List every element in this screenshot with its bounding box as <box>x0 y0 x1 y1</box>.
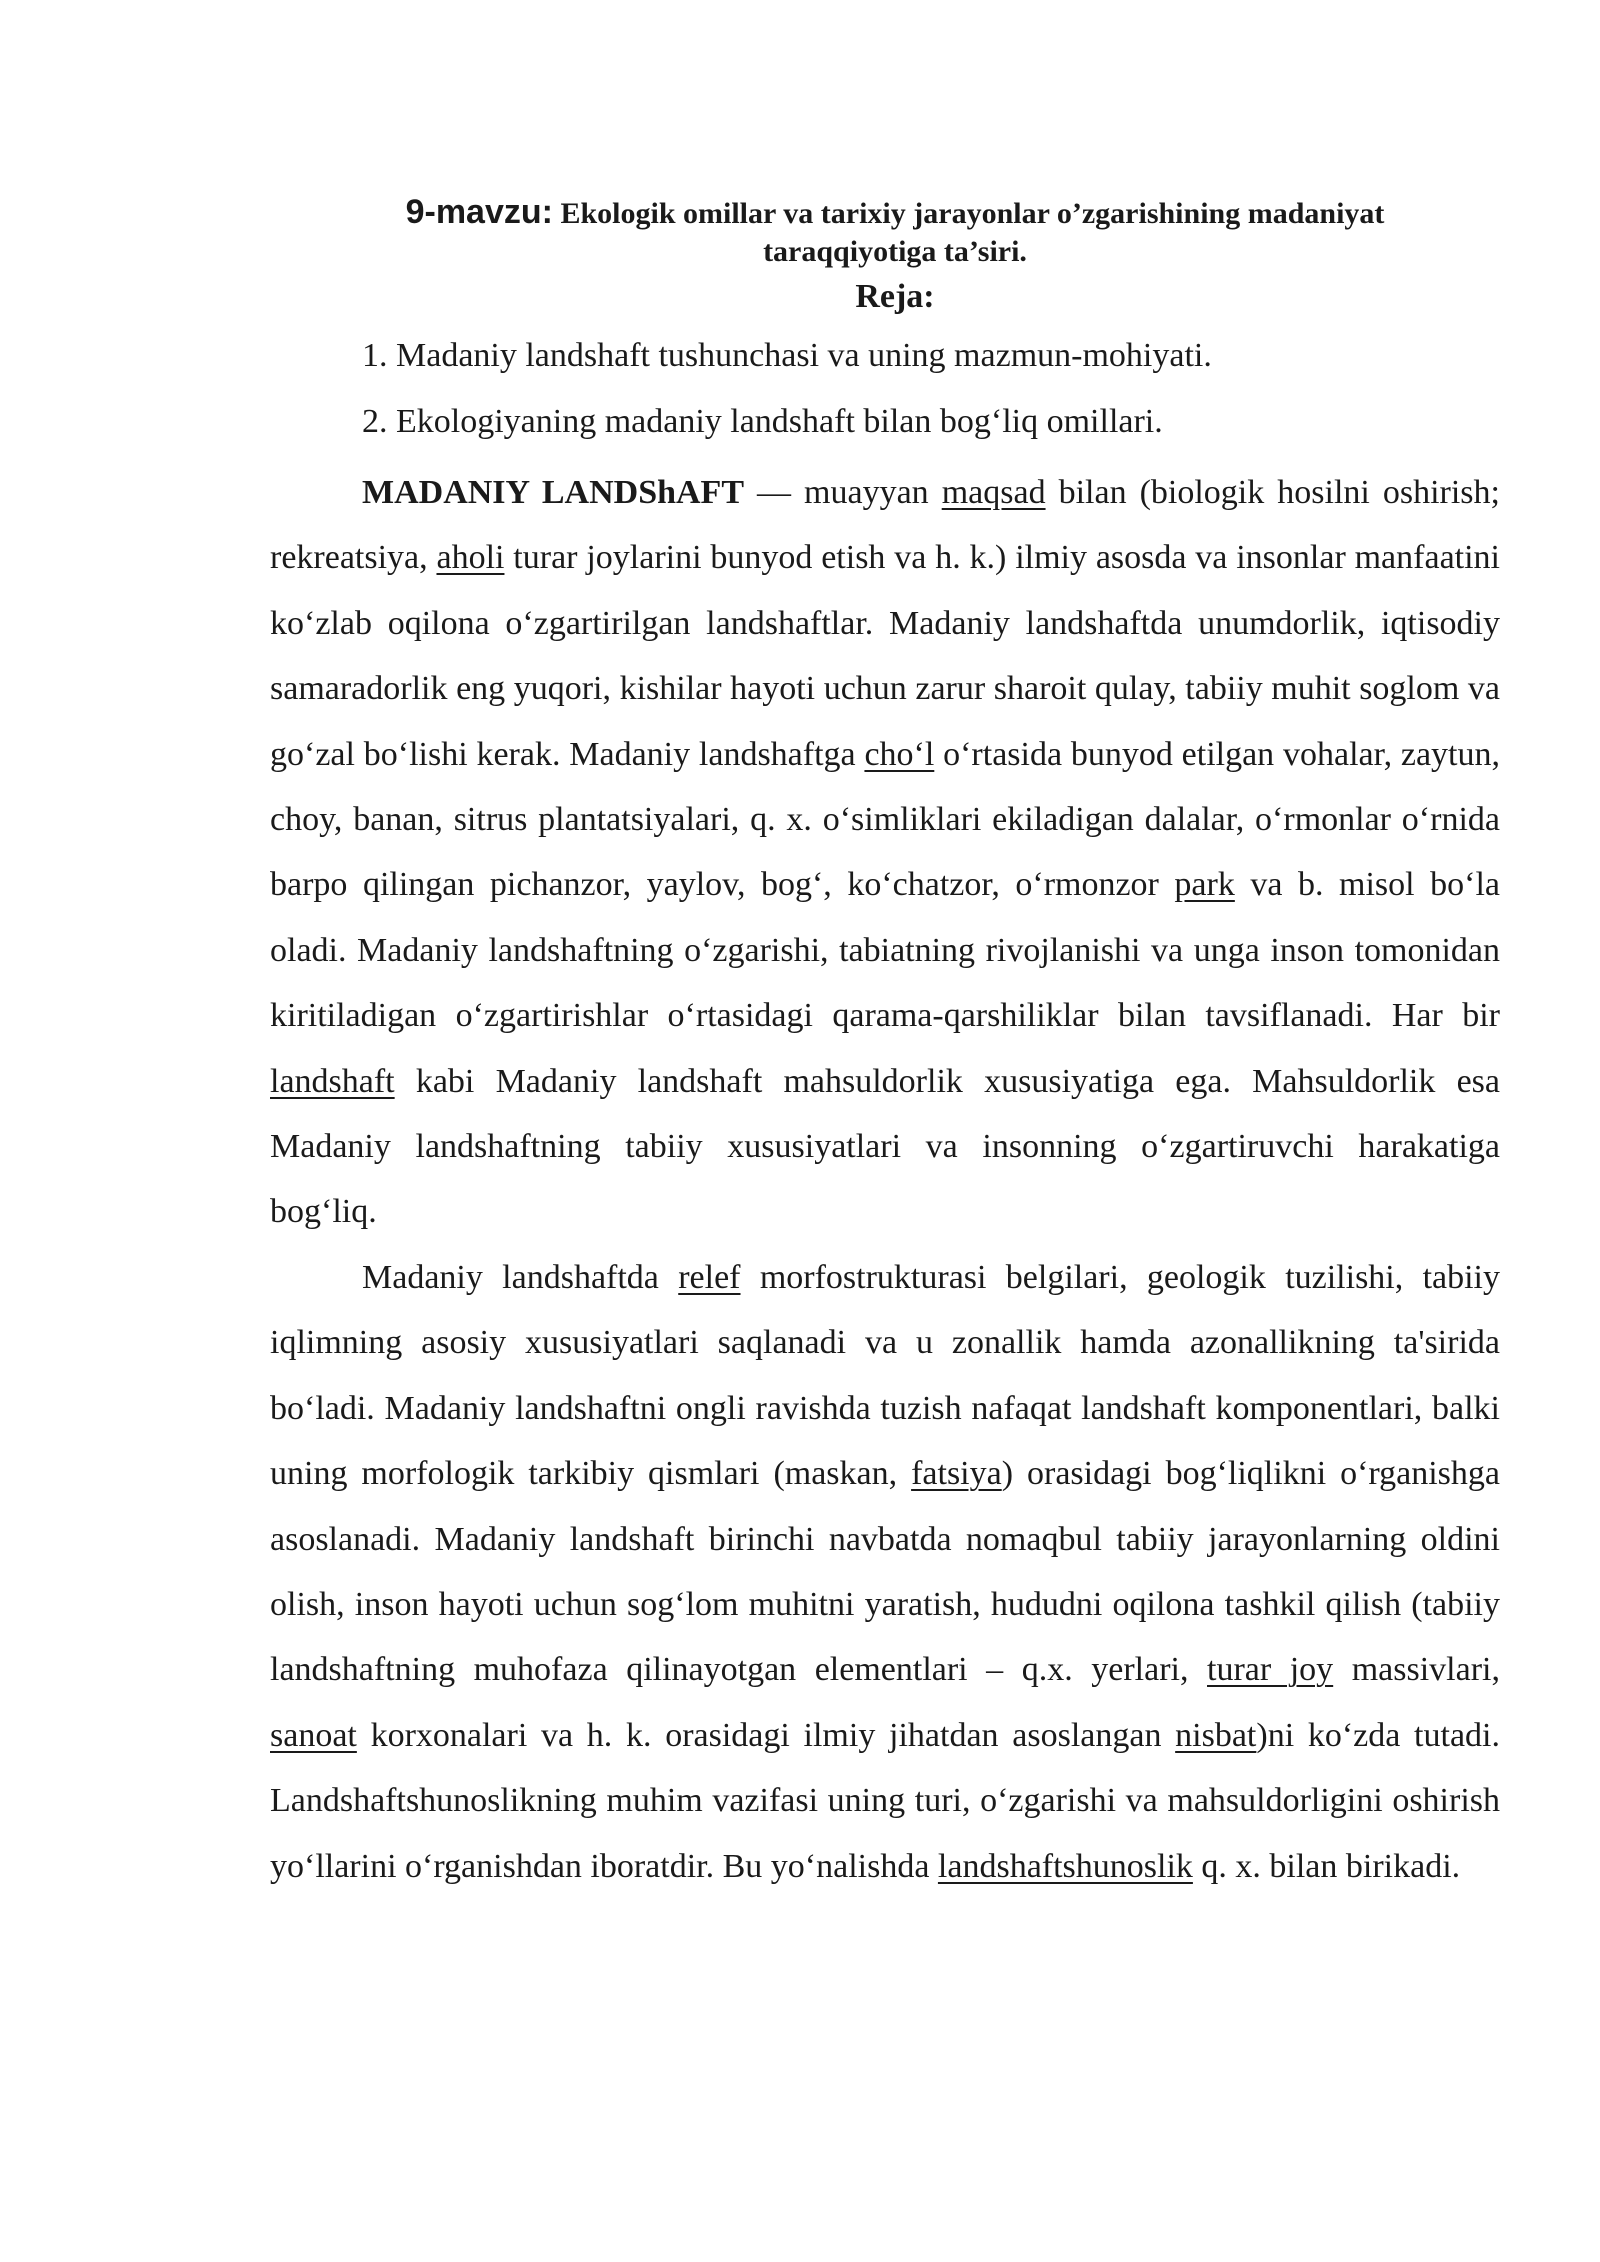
text-run: o‘rtasida bunyod etilgan vohalar, zaytun, choy, banan, sitrus plantatsiyalari, q. x. o‘simliklari ekiladigan dalalar, o‘rmonlar o‘rnida barpo qilingan pichanzor, yaylov, bog‘, ko‘chatzor, o‘rmonzor <box>270 735 1500 904</box>
topic-title: Ekologik omillar va tarixiy jarayonlar o’zgarishining madaniyat <box>560 197 1385 230</box>
link-relef[interactable]: relef <box>678 1258 741 1296</box>
link-park[interactable]: park <box>1174 866 1235 904</box>
topic-number: 9-mavzu: <box>405 193 553 231</box>
paragraph-2 <box>270 1245 1500 1899</box>
text-run: ) orasidagi bog‘liqlikni o‘rganishga asoslanadi. Madaniy landshaft birinchi navbatda nomaqbul tabiiy jarayonlarning oldini olish, inson hayoti uchun sog‘lom muhitni yaratish, hududni oqilona tashkil qilish (tabiiy landshaftning muhofaza qilinayotgan elementlari – q.x. yerlari, <box>270 1455 1500 1689</box>
link-chol[interactable]: cho‘l <box>864 735 935 773</box>
paragraph-1 <box>270 460 1500 1245</box>
text-run: kabi Madaniy landshaft mahsuldorlik xususiyatiga ega. Mahsuldorlik esa Madaniy landshaftning tabiiy xususiyatlari va insonning o‘zgartiruvchi harakatiga bog‘liq. <box>270 1062 1500 1231</box>
plan-title: Reja: <box>855 278 935 315</box>
link-maqsad[interactable]: maqsad <box>941 474 1046 511</box>
document-body <box>270 460 1500 1899</box>
link-nisbat[interactable]: nisbat <box>1175 1716 1257 1754</box>
text-run: turar joylarini bunyod etish va h. k.) ilmiy asosda va insonlar manfaatini ko‘zlab oqilona o‘zgartirilgan landshaftlar. Madaniy landshaftda unumdorlik, iqtisodiy samaradorlik eng yuqori, kishilar hayoti uchun zarur sharoit qulay, tabiiy muhit soglom va go‘zal bo‘lishi kerak. Madaniy landshaftga <box>270 539 1500 773</box>
link-sanoat[interactable]: sanoat <box>270 1716 357 1754</box>
heading-line-2: taraqqiyotiga ta’siri. <box>763 235 1027 268</box>
link-landshaftshunoslik[interactable]: landshaftshunoslik <box>937 1847 1193 1885</box>
link-turar-joy[interactable]: turar joy <box>1207 1651 1334 1689</box>
plan-item: 2. Ekologiyaning madaniy landshaft bilan bog‘liq omillari. <box>362 403 1163 440</box>
text-run: — muayyan <box>744 474 942 511</box>
text-run: Madaniy landshaftda <box>362 1258 679 1296</box>
plan-item: 1. Madaniy landshaft tushunchasi va uning mazmun-mohiyati. <box>362 337 1212 374</box>
text-run: va b. misol bo‘la oladi. Madaniy landshaftning o‘zgarishi, tabiatning rivojlanishi va unga inson tomonidan kiritiladigan o‘zgartirishlar o‘rtasidagi qarama-qarshiliklar bilan tavsiflanadi. Har bir <box>270 866 1500 1035</box>
text-run: q. x. bilan birikadi. <box>1192 1847 1461 1885</box>
link-fatsiya[interactable]: fatsiya <box>911 1455 1002 1493</box>
heading-line-1 <box>270 192 1520 234</box>
plan-list <box>362 332 1512 464</box>
text-run: bilan (biologik hosilni oshirish; rekreatsiya, <box>270 474 1500 577</box>
heading <box>270 192 1520 322</box>
text-run: massivlari, <box>1333 1651 1500 1689</box>
text-run: )ni ko‘zda tutadi. Landshaftshunoslikning muhim vazifasi uning turi, o‘zgarishi va mahsuldorligini oshirish yo‘llarini o‘rganishdan iboratdir. Bu yo‘nalishda <box>270 1716 1500 1885</box>
link-aholi[interactable]: aholi <box>436 539 505 577</box>
defined-term: MADANIY LANDShAFT <box>362 474 745 511</box>
link-landshaft[interactable]: landshaft <box>270 1062 395 1100</box>
text-run: morfostrukturasi belgilari, geologik tuzilishi, tabiiy iqlimning asosiy xususiyatlari saqlanadi va u zonallik hamda azonallikning ta'sirida bo‘ladi. Madaniy landshaftni ongli ravishda tuzish nafaqat landshaft komponentlari, balki uning morfologik tarkibiy qismlari (maskan, <box>270 1258 1501 1493</box>
text-run: korxonalari va h. k. orasidagi ilmiy jihatdan asoslangan <box>356 1716 1176 1754</box>
